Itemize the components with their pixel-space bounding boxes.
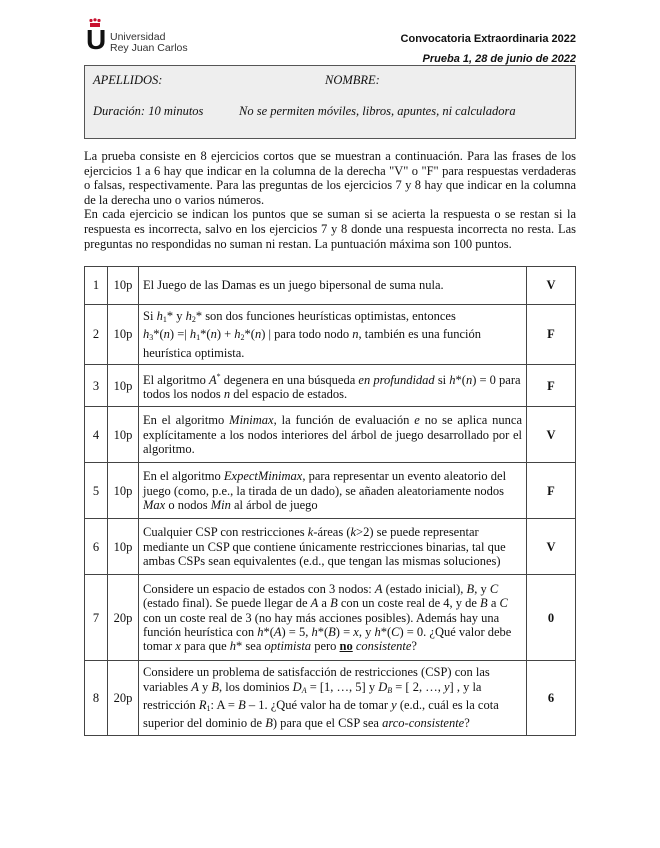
question-text: En el algoritmo ExpectMinimax, para representar un evento aleatorio del juego (como, p.e., la tirada de un dado), se añaden aleatoriamente nodos Max o nodos Min al árbol de juego — [139, 463, 527, 519]
instructions-paragraph-2: En cada ejercicio se indican los puntos que se suman si se acierta la respuesta o se restan si la respuesta es incorrecta, salvo en los ejercicios 7 y 8 donde una respuesta incorrecta no resta. Las preguntas no respondidas no suman ni restan. La puntuación máxima son 100 puntos. — [84, 207, 576, 251]
question-row-4 — [85, 407, 576, 463]
question-number: 2 — [85, 305, 108, 365]
question-points: 10p — [108, 365, 139, 407]
question-points: 20p — [108, 575, 139, 661]
exam-subtitle: Prueba 1, 28 de junio de 2022 — [422, 53, 576, 65]
question-text: Cualquier CSP con restricciones k-áreas (k>2) se puede representar mediante un CSP que contiene únicamente restricciones binarias, tal que ambas CSPs sean equivalentes (e.d., que tengan las mismas soluciones) — [139, 519, 527, 575]
question-row-2 — [85, 305, 576, 365]
question-answer: 0 — [527, 575, 576, 661]
question-row-5 — [85, 463, 576, 519]
question-row-1 — [85, 267, 576, 305]
exam-title: Convocatoria Extraordinaria 2022 — [400, 33, 576, 45]
university-name-line1: Universidad — [110, 31, 166, 43]
apellidos-label: APELLIDOS: — [93, 73, 163, 87]
question-text: Considere un espacio de estados con 3 nodos: A (estado inicial), B, y C (estado final). Se puede llegar de A a B con un coste real de 4, y de B a C con un coste real de 3 (no hay más acciones posibles). Además hay una función heurística con h*(A) = 5, h*(B) = x, y h*(C) = 0. ¿Qué valor debe tomar x para que h* sea optimista pero no consistente? — [139, 575, 527, 661]
logo-mark — [86, 18, 107, 55]
university-name — [110, 32, 188, 54]
question-points: 10p — [108, 519, 139, 575]
question-points: 10p — [108, 305, 139, 365]
logo-letter-u: U — [86, 24, 107, 55]
exam-header — [401, 29, 576, 69]
duration-label: Duración: 10 minutos — [93, 104, 204, 118]
question-row-6 — [85, 519, 576, 575]
question-number: 7 — [85, 575, 108, 661]
question-points: 10p — [108, 407, 139, 463]
question-text: Considere un problema de satisfacción de restricciones (CSP) con las variables A y B, los dominios $D_A = [1$, …, 5] y $D_B$ = [ 2, …, y] , y la restricción $R_1$: A = B – 1. ¿Qué valor ha de tomar y (e.d., cuál es la cota superior del dominio de B) para que el CSP sea arco-consistente? — [139, 661, 527, 736]
question-text: El Juego de las Damas es un juego bipersonal de suma nula. — [139, 267, 527, 305]
instructions — [84, 149, 576, 251]
question-answer: V — [527, 519, 576, 575]
question-number: 8 — [85, 661, 108, 736]
question-text: Si $h_1*$ y $h_2*$ son dos funciones heurísticas optimistas, entonces $h_3*(n)$ =| $h_1*(n) + h_2*(n)$ | para todo nodo n, también es una función heurística optimista. — [139, 305, 527, 365]
question-text: En el algoritmo Minimax, la función de evaluación e no se aplica nunca explícitamente a los nodos interiores del árbol de juego desarrollado por el algoritmo. — [139, 407, 527, 463]
question-row-7 — [85, 575, 576, 661]
question-text: El algoritmo A* degenera en una búsqueda en profundidad si h*(n) = 0 para todos los nodos n del espacio de estados. — [139, 365, 527, 407]
question-points: 10p — [108, 463, 139, 519]
question-number: 3 — [85, 365, 108, 407]
rules-label: No se permiten móviles, libros, apuntes, ni calculadora — [239, 104, 516, 118]
question-number: 1 — [85, 267, 108, 305]
university-logo — [86, 18, 188, 54]
instructions-paragraph-1: La prueba consiste en 8 ejercicios cortos que se muestran a continuación. Para las frases de los ejercicios 1 a 6 hay que indicar en la columna de la derecha "V" o "F" para respuestas verdaderas o falsas, respectivamente. Para las preguntas de los ejercicios 7 y 8 hay que indicar en la columna de la derecha uno o varios números. — [84, 149, 576, 207]
question-number: 4 — [85, 407, 108, 463]
university-name-line2: Rey Juan Carlos — [110, 42, 188, 54]
nombre-label: NOMBRE: — [325, 73, 380, 87]
question-answer: F — [527, 365, 576, 407]
question-answer: V — [527, 267, 576, 305]
question-points: 10p — [108, 267, 139, 305]
question-answer: V — [527, 407, 576, 463]
questions-table — [84, 266, 576, 736]
question-number: 6 — [85, 519, 108, 575]
question-answer: 6 — [527, 661, 576, 736]
question-answer: F — [527, 305, 576, 365]
question-number: 5 — [85, 463, 108, 519]
question-row-8 — [85, 661, 576, 736]
question-answer: F — [527, 463, 576, 519]
question-points: 20p — [108, 661, 139, 736]
question-row-3 — [85, 365, 576, 407]
student-info-box — [84, 65, 576, 139]
